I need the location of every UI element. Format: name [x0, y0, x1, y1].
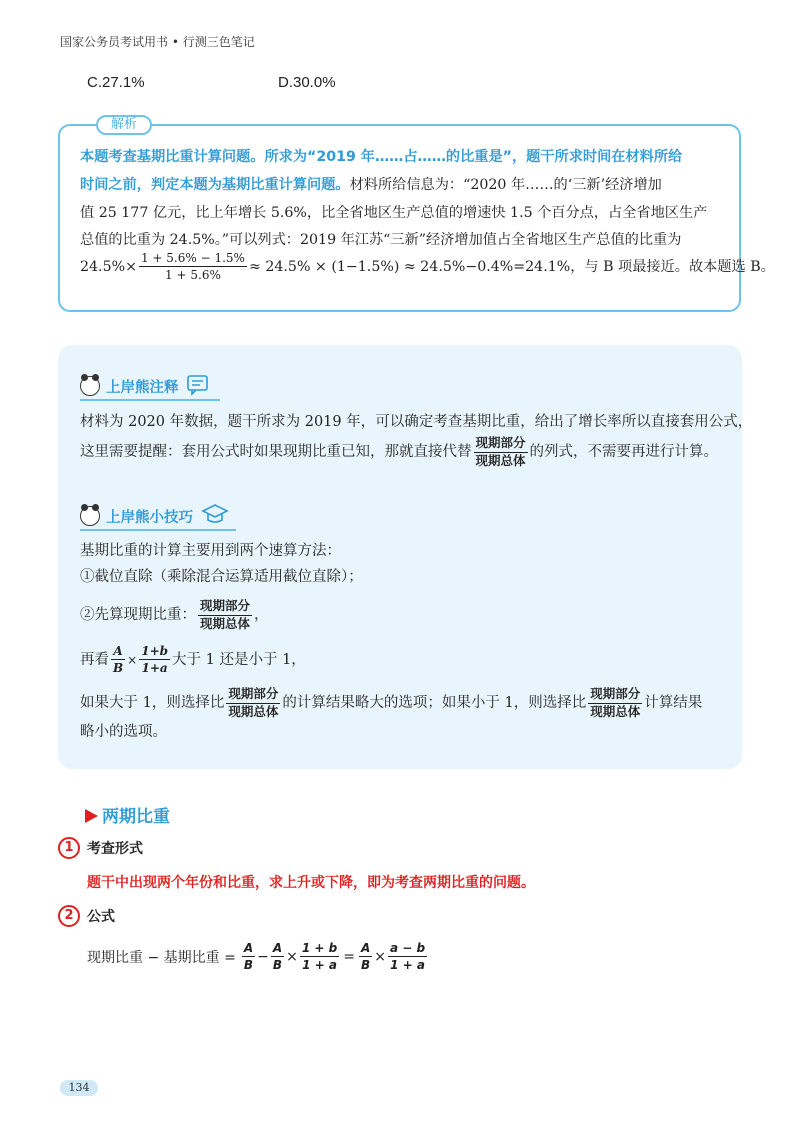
item-title-formula: 公式	[87, 909, 115, 925]
analysis-line-1: 本题考查基期比重计算问题。所求为“2019 年……占……的比重是”，题干所求时间在材料所给	[80, 149, 683, 165]
calc-fraction-numerator: 1 + 5.6% − 1.5%	[140, 251, 245, 265]
current-ratio-fraction	[474, 437, 528, 467]
graduation-cap-icon	[201, 503, 229, 525]
current-ratio-fraction	[226, 688, 280, 718]
calc-prefix: 24.5%×	[80, 258, 137, 275]
note-line-2-post: 的列式，不需要再进行计算。	[529, 444, 719, 460]
item-number-1: 1	[58, 837, 80, 859]
analysis-line-2-bold: 时间之前，判定本题为基期比重计算问题。	[80, 177, 350, 193]
formula-label: 现期比重 − 基期比重 =	[87, 949, 236, 966]
note-title-underline	[80, 399, 220, 401]
note-line-2-pre: 这里需要提醒：套用公式时如果现期比重已知，那就直接代替	[80, 444, 472, 460]
fraction-bottom: B	[361, 958, 371, 972]
fraction-top: 现期部分	[474, 437, 528, 453]
calc-result: ≈ 24.5% × (1−1.5%) ≈ 24.5%−0.4%=24.1%，与 B 项最接近。故本题选 B。	[248, 258, 775, 275]
section-title	[85, 802, 170, 827]
triangle-bullet-icon	[85, 809, 98, 823]
fraction-bottom: B	[243, 958, 254, 972]
note-title-tips: 上岸熊小技巧	[106, 510, 193, 526]
fraction-bottom: 现期总体	[475, 452, 526, 468]
bear-icon	[80, 506, 100, 526]
fraction-top: 1 + b	[301, 941, 338, 955]
analysis-line-5	[80, 252, 775, 281]
fraction-top: A	[243, 941, 254, 955]
fraction-top: 现期部分	[226, 688, 280, 704]
fraction-bottom: B	[113, 661, 124, 675]
fraction-bottom: 1+a	[141, 661, 168, 675]
item-form-text: 题干中出现两个年份和比重，求上升或下降，即为考查两期比重的问题。	[87, 875, 535, 891]
section-title-text: 两期比重	[102, 807, 170, 827]
fraction-top: 现期部分	[588, 688, 642, 704]
fraction-top: a − b	[390, 941, 426, 955]
minus-sign: −	[257, 948, 269, 965]
calc-fraction-denominator: 1 + 5.6%	[165, 268, 221, 282]
comment-icon	[186, 374, 210, 396]
running-header: 国家公务员考试用书 • 行测三色笔记	[60, 35, 255, 49]
note-title-underline	[80, 529, 236, 531]
tip-line-3-pre: ②先算现期比重：	[80, 607, 196, 623]
analysis-line-4: 总值的比重为 24.5%。”可以列式：2019 年江苏“三新”经济增加值占全省地区生产总值的比重为	[80, 232, 682, 248]
tip-line-5	[80, 688, 702, 718]
tip-line-3-post: ，	[254, 607, 269, 623]
current-ratio-fraction	[588, 688, 642, 718]
fraction-bottom: 现期总体	[590, 703, 641, 719]
tip-line-4-post: 大于 1 还是小于 1，	[172, 651, 306, 668]
fraction-top: A	[113, 644, 123, 658]
analysis-line-2-rest: 材料所给信息为：“2020 年……的‘三新’经济增加	[349, 177, 662, 193]
fraction-top: 现期部分	[198, 600, 252, 616]
bear-icon	[80, 376, 100, 396]
fraction-bottom: 1 + a	[390, 958, 425, 972]
calc-fraction	[139, 252, 247, 281]
tip-line-2: ①截位直除（乘除混合运算适用截位直除）；	[80, 569, 363, 585]
tip-line-6: 略小的选项。	[80, 724, 167, 740]
fraction-top: A	[272, 941, 283, 955]
formula-a-over-b	[242, 942, 255, 971]
times-sign: ×	[127, 652, 138, 667]
fraction-top: 1+b	[141, 644, 169, 658]
note-line-2	[80, 437, 718, 467]
page-number: 134	[60, 1080, 98, 1096]
tip-line-5-pre: 如果大于 1，则选择比	[80, 695, 225, 711]
current-ratio-fraction	[198, 600, 252, 630]
times-sign: ×	[286, 948, 298, 965]
equals-sign: =	[343, 948, 355, 965]
times-sign: ×	[374, 948, 386, 965]
item-title-form: 考查形式	[87, 841, 143, 857]
note-line-1: 材料为 2020 年数据，题干所求为 2019 年，可以确定考查基期比重，给出了增长率所以直接套用公式，	[80, 414, 753, 430]
a-over-b-fraction	[111, 645, 125, 674]
tip-line-3	[80, 600, 269, 630]
formula-diff-fraction	[388, 942, 427, 971]
analysis-line-2	[80, 175, 662, 195]
analysis-line-3: 值 25 177 亿元，比上年增长 5.6%，比全省地区生产总值的增速快 1.5 个百分点，占全省地区生产	[80, 205, 708, 221]
formula	[87, 942, 429, 971]
item-number-2: 2	[58, 905, 80, 927]
note-title-annotation: 上岸熊注释	[106, 380, 179, 396]
option-c: C.27.1%	[87, 74, 145, 91]
tip-line-5-post: 计算结果	[644, 695, 703, 711]
option-d: D.30.0%	[278, 74, 336, 91]
fraction-bottom: 现期总体	[200, 615, 251, 631]
tip-line-4	[80, 645, 306, 674]
formula-a-over-b	[359, 942, 372, 971]
fraction-top: A	[360, 941, 371, 955]
fraction-bottom: 1 + a	[302, 958, 337, 972]
growth-fraction	[139, 645, 170, 674]
tip-line-5-mid: 的计算结果略大的选项；如果小于 1，则选择比	[282, 695, 587, 711]
fraction-bottom: B	[272, 958, 283, 972]
fraction-bottom: 现期总体	[228, 703, 279, 719]
formula-a-over-b	[271, 942, 284, 971]
formula-growth-fraction	[300, 942, 339, 971]
analysis-tag: 解析	[96, 115, 152, 135]
tip-line-4-pre: 再看	[80, 651, 109, 668]
tip-line-1: 基期比重的计算主要用到两个速算方法：	[80, 543, 341, 559]
